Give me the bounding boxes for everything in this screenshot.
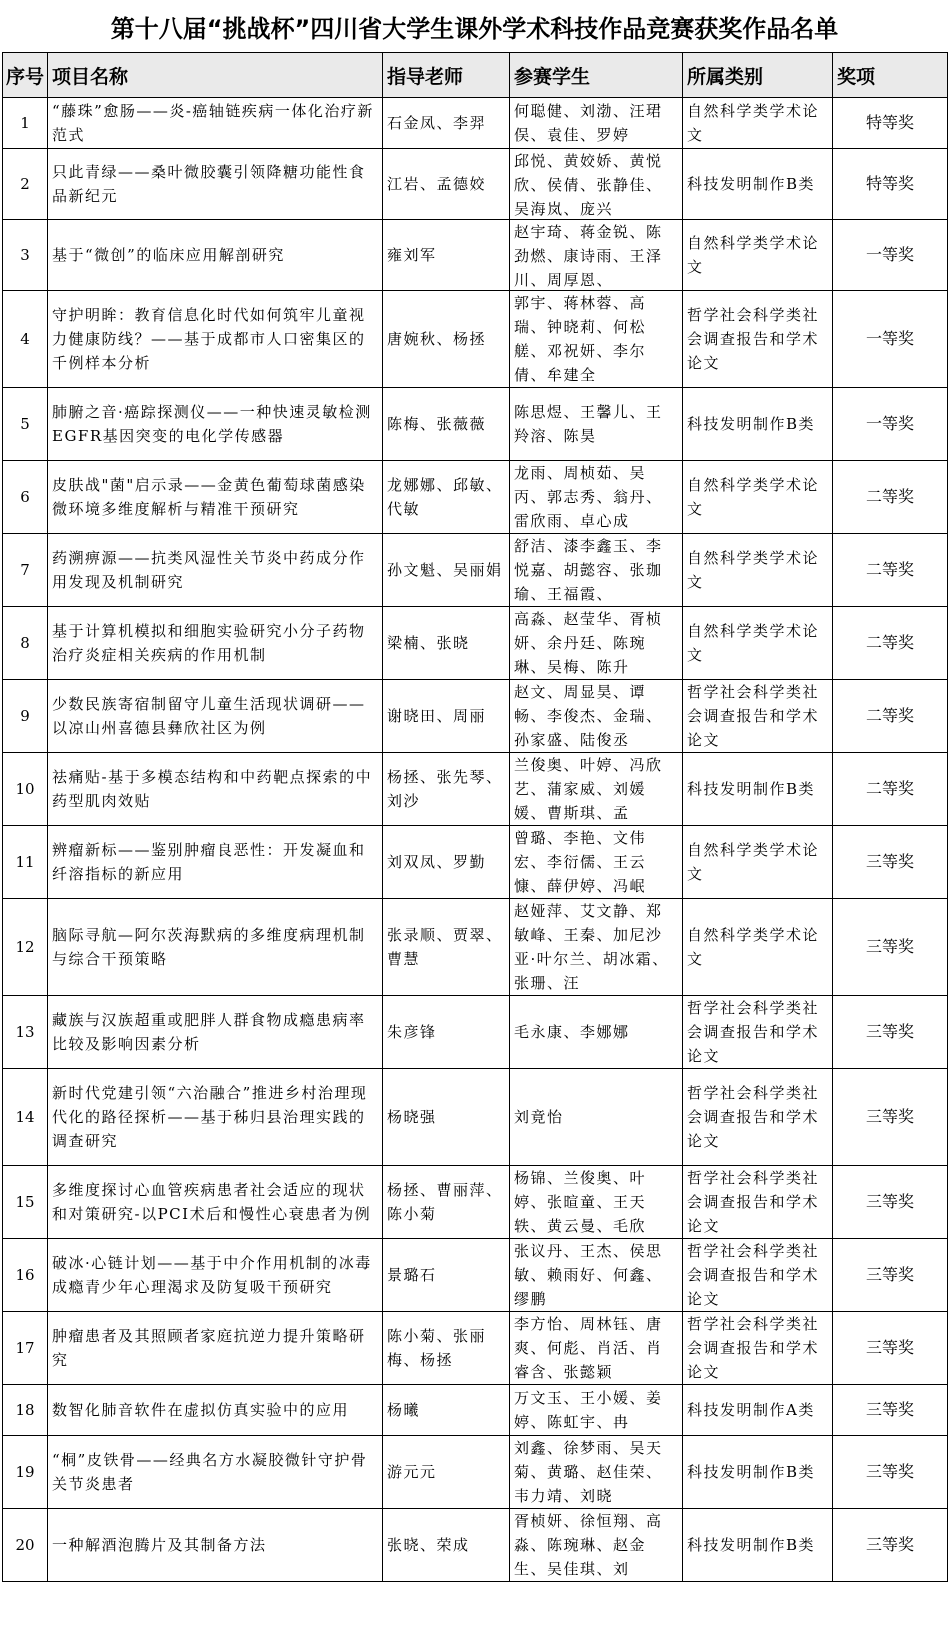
cell-no — [3, 753, 48, 826]
cell-no-text: 6 — [20, 488, 30, 506]
cell-no-text: 12 — [15, 938, 35, 956]
cell-advisor-text: 孙文魁、吴丽娟 — [387, 561, 503, 579]
cell-category — [683, 753, 833, 826]
cell-students-text: 龙雨、周桢茹、吴丙、郭志秀、翁丹、雷欣雨、卓心成 — [514, 464, 663, 530]
cell-category — [683, 607, 833, 680]
cell-project-name — [48, 996, 383, 1069]
cell-no — [3, 899, 48, 996]
cell-no — [3, 388, 48, 461]
cell-students — [510, 1312, 683, 1385]
cell-project-name-text: 皮肤战"菌"启示录——金黄色葡萄球菌感染微环境多维度解析与精准干预研究 — [52, 476, 366, 518]
table-header-row — [3, 53, 948, 98]
cell-category — [683, 388, 833, 461]
cell-students — [510, 461, 683, 534]
cell-award — [833, 1436, 948, 1509]
cell-no — [3, 291, 48, 388]
cell-award-text: 三等奖 — [865, 1462, 914, 1481]
cell-advisor-text: 杨晓强 — [387, 1108, 437, 1126]
cell-no — [3, 1436, 48, 1509]
cell-advisor — [383, 461, 510, 534]
cell-project-name — [48, 1166, 383, 1239]
cell-advisor — [383, 680, 510, 753]
table-row — [3, 220, 948, 291]
cell-advisor-text: 谢晓田、周丽 — [387, 707, 487, 725]
cell-project-name-text: “藤珠”愈肠——炎-癌轴链疾病一体化治疗新范式 — [52, 102, 374, 144]
cell-students — [510, 680, 683, 753]
cell-category — [683, 1166, 833, 1239]
cell-students — [510, 826, 683, 899]
cell-advisor-text: 梁楠、张晓 — [387, 634, 470, 652]
cell-project-name-text: 数智化肺音软件在虚拟仿真实验中的应用 — [52, 1401, 350, 1419]
cell-category — [683, 291, 833, 388]
cell-award-text: 三等奖 — [865, 1535, 914, 1554]
table-row — [3, 899, 948, 996]
table-row — [3, 1069, 948, 1166]
cell-category — [683, 98, 833, 149]
cell-category-text: 科技发明制作B类 — [687, 1536, 816, 1554]
cell-advisor-text: 景璐石 — [387, 1266, 437, 1284]
cell-students — [510, 1385, 683, 1436]
cell-students — [510, 1239, 683, 1312]
cell-no-text: 4 — [20, 330, 30, 348]
cell-award-text: 特等奖 — [865, 113, 914, 132]
cell-award-text: 三等奖 — [865, 1400, 914, 1419]
cell-advisor — [383, 149, 510, 220]
cell-category-text: 哲学社会科学类社会调查报告和学术论文 — [687, 1315, 820, 1381]
cell-project-name — [48, 220, 383, 291]
cell-category — [683, 220, 833, 291]
cell-students-text: 何聪健、刘渤、汪珺俣、袁佳、罗婷 — [514, 102, 663, 144]
cell-no — [3, 680, 48, 753]
cell-advisor — [383, 1069, 510, 1166]
cell-award-text: 三等奖 — [865, 1107, 914, 1126]
cell-students — [510, 1069, 683, 1166]
header-students: 参赛学生 — [510, 53, 683, 98]
cell-award-text: 三等奖 — [865, 937, 914, 956]
header-award: 奖项 — [833, 53, 948, 98]
cell-award-text: 一等奖 — [865, 329, 914, 348]
cell-award — [833, 534, 948, 607]
table-row — [3, 1436, 948, 1509]
cell-no-text: 15 — [15, 1193, 35, 1211]
cell-category — [683, 826, 833, 899]
cell-award — [833, 1239, 948, 1312]
cell-no-text: 7 — [20, 561, 30, 579]
cell-category — [683, 534, 833, 607]
cell-advisor — [383, 753, 510, 826]
cell-advisor-text: 雍刘军 — [387, 246, 437, 264]
cell-award — [833, 98, 948, 149]
table-row — [3, 98, 948, 149]
cell-project-name-text: 藏族与汉族超重或肥胖人群食物成瘾患病率比较及影响因素分析 — [52, 1011, 366, 1053]
cell-category — [683, 1239, 833, 1312]
cell-advisor — [383, 899, 510, 996]
cell-no-text: 2 — [20, 175, 30, 193]
cell-students-text: 舒洁、漆李鑫玉、李悦嘉、胡懿容、张珈瑜、王福霞、 — [514, 537, 663, 603]
cell-students-text: 高淼、赵莹华、胥桢妍、余丹廷、陈琬琳、吴梅、陈升 — [514, 610, 663, 676]
table-row — [3, 1312, 948, 1385]
cell-project-name-text: 脑际寻航—阿尔茨海默病的多维度病理机制与综合干预策略 — [52, 926, 366, 968]
cell-category-text: 科技发明制作B类 — [687, 1463, 816, 1481]
cell-advisor-text: 朱彦锋 — [387, 1023, 437, 1041]
table-row — [3, 1385, 948, 1436]
cell-award-text: 一等奖 — [865, 414, 914, 433]
cell-students-text: 毛永康、李娜娜 — [514, 1023, 630, 1041]
table-row — [3, 680, 948, 753]
table-row — [3, 1509, 948, 1582]
cell-project-name-text: 辨瘤新标——鉴别肿瘤良恶性：开发凝血和纤溶指标的新应用 — [52, 841, 366, 883]
header-category: 所属类别 — [683, 53, 833, 98]
cell-advisor — [383, 220, 510, 291]
cell-advisor-text: 杨曦 — [387, 1401, 421, 1419]
cell-advisor — [383, 996, 510, 1069]
cell-category-text: 科技发明制作B类 — [687, 780, 816, 798]
cell-category-text: 自然科学类学术论文 — [687, 841, 820, 883]
cell-category-text: 哲学社会科学类社会调查报告和学术论文 — [687, 999, 820, 1065]
cell-project-name-text: 少数民族寄宿制留守儿童生活现状调研——以凉山州喜德县彝欣社区为例 — [52, 695, 366, 737]
header-no: 序号 — [3, 53, 48, 98]
cell-students-text: 胥桢妍、徐恒翔、高淼、陈琬琳、赵金生、吴佳琪、刘 — [514, 1512, 663, 1578]
cell-no-text: 10 — [15, 780, 35, 798]
cell-students — [510, 98, 683, 149]
cell-award — [833, 899, 948, 996]
table-row — [3, 1166, 948, 1239]
cell-students — [510, 1166, 683, 1239]
table-row — [3, 996, 948, 1069]
cell-award-text: 二等奖 — [865, 633, 914, 652]
cell-category — [683, 680, 833, 753]
document-title: 第十八届“挑战杯”四川省大学生课外学术科技作品竞赛获奖作品名单 — [110, 14, 839, 43]
cell-category — [683, 996, 833, 1069]
cell-advisor — [383, 1436, 510, 1509]
cell-project-name-text: 新时代党建引领“六治融合”推进乡村治理现代化的路径探析——基于秭归县治理实践的调查研究 — [52, 1084, 368, 1150]
cell-project-name — [48, 899, 383, 996]
cell-students — [510, 534, 683, 607]
cell-no-text: 5 — [20, 415, 30, 433]
cell-award-text: 二等奖 — [865, 706, 914, 725]
cell-category — [683, 1436, 833, 1509]
cell-award — [833, 388, 948, 461]
cell-no — [3, 826, 48, 899]
cell-category — [683, 149, 833, 220]
table-row — [3, 291, 948, 388]
cell-project-name-text: “桐”皮铁骨——经典名方水凝胶微针守护骨关节炎患者 — [52, 1451, 368, 1493]
cell-project-name-text: 药溯痹源——抗类风湿性关节炎中药成分作用发现及机制研究 — [52, 549, 366, 591]
cell-category-text: 自然科学类学术论文 — [687, 926, 820, 968]
cell-no-text: 8 — [20, 634, 30, 652]
cell-no-text: 18 — [15, 1401, 35, 1419]
cell-students — [510, 607, 683, 680]
cell-project-name — [48, 607, 383, 680]
cell-advisor — [383, 1312, 510, 1385]
cell-category — [683, 899, 833, 996]
cell-project-name-text: 祛痛贴-基于多模态结构和中药靶点探索的中药型肌肉效贴 — [52, 768, 373, 810]
cell-award — [833, 607, 948, 680]
cell-category-text: 哲学社会科学类社会调查报告和学术论文 — [687, 306, 820, 372]
cell-award-text: 三等奖 — [865, 1192, 914, 1211]
cell-students-text: 杨锦、兰俊奥、叶婷、张暄童、王天轶、黄云曼、毛欣 — [514, 1169, 647, 1235]
cell-category-text: 哲学社会科学类社会调查报告和学术论文 — [687, 1169, 820, 1235]
cell-award-text: 特等奖 — [865, 174, 914, 193]
cell-advisor-text: 江岩、孟德姣 — [387, 175, 487, 193]
cell-advisor — [383, 1509, 510, 1582]
cell-award — [833, 461, 948, 534]
cell-category — [683, 461, 833, 534]
cell-award — [833, 1385, 948, 1436]
cell-advisor — [383, 534, 510, 607]
cell-no — [3, 607, 48, 680]
cell-no — [3, 1385, 48, 1436]
cell-project-name — [48, 753, 383, 826]
cell-award-text: 一等奖 — [865, 245, 914, 264]
table-row — [3, 388, 948, 461]
table-row — [3, 1239, 948, 1312]
cell-no-text: 9 — [20, 707, 30, 725]
cell-advisor-text: 杨拯、张先琴、刘沙 — [387, 768, 503, 810]
header-project-name: 项目名称 — [48, 53, 383, 98]
cell-category — [683, 1509, 833, 1582]
cell-advisor — [383, 1385, 510, 1436]
cell-award — [833, 1312, 948, 1385]
cell-award — [833, 1166, 948, 1239]
cell-advisor-text: 杨拯、曹丽萍、陈小菊 — [387, 1181, 503, 1223]
cell-advisor-text: 陈小菊、张丽梅、杨拯 — [387, 1327, 487, 1369]
cell-advisor-text: 刘双凤、罗勤 — [387, 853, 487, 871]
cell-students — [510, 220, 683, 291]
cell-students-text: 赵宇琦、蒋金锐、陈劲燃、康诗雨、王泽川、周厚恩、 — [514, 223, 663, 289]
cell-no — [3, 461, 48, 534]
cell-award — [833, 826, 948, 899]
cell-award-text: 二等奖 — [865, 779, 914, 798]
cell-project-name — [48, 826, 383, 899]
cell-students — [510, 899, 683, 996]
cell-project-name — [48, 1509, 383, 1582]
cell-students-text: 刘鑫、徐梦雨、吴天菊、黄璐、赵佳荣、韦力靖、刘晓 — [514, 1439, 663, 1505]
cell-advisor — [383, 607, 510, 680]
cell-award — [833, 149, 948, 220]
cell-students-text: 邱悦、黄姣娇、黄悦欣、侯倩、张静佳、吴海岚、庞兴 — [514, 152, 663, 218]
cell-project-name-text: 基于“微创”的临床应用解剖研究 — [52, 246, 285, 264]
header-advisor: 指导老师 — [383, 53, 510, 98]
cell-award — [833, 996, 948, 1069]
cell-project-name — [48, 461, 383, 534]
cell-category-text: 哲学社会科学类社会调查报告和学术论文 — [687, 1084, 820, 1150]
cell-project-name — [48, 98, 383, 149]
cell-project-name — [48, 1385, 383, 1436]
table-row — [3, 534, 948, 607]
cell-category-text: 科技发明制作B类 — [687, 415, 816, 433]
cell-students — [510, 1509, 683, 1582]
cell-award — [833, 1509, 948, 1582]
cell-project-name — [48, 388, 383, 461]
cell-advisor-text: 龙娜娜、邱敏、代敏 — [387, 476, 503, 518]
cell-no-text: 3 — [20, 246, 30, 264]
cell-students-text: 万文玉、王小媛、姜婷、陈虹宇、冉 — [514, 1389, 663, 1431]
cell-no — [3, 149, 48, 220]
cell-category-text: 自然科学类学术论文 — [687, 622, 820, 664]
cell-students — [510, 1436, 683, 1509]
cell-no-text: 14 — [15, 1108, 35, 1126]
cell-category — [683, 1385, 833, 1436]
cell-no-text: 20 — [15, 1536, 35, 1554]
award-table — [2, 52, 948, 1582]
cell-project-name — [48, 1436, 383, 1509]
cell-category — [683, 1069, 833, 1166]
cell-award — [833, 220, 948, 291]
cell-students-text: 刘竟怡 — [514, 1108, 564, 1126]
cell-no — [3, 1166, 48, 1239]
cell-award — [833, 680, 948, 753]
cell-project-name — [48, 149, 383, 220]
table-row — [3, 607, 948, 680]
cell-advisor-text: 张录顺、贾翠、曹慧 — [387, 926, 503, 968]
cell-category-text: 自然科学类学术论文 — [687, 549, 820, 591]
cell-award — [833, 1069, 948, 1166]
cell-award — [833, 291, 948, 388]
cell-no — [3, 1509, 48, 1582]
cell-project-name-text: 守护明眸：教育信息化时代如何筑牢儿童视力健康防线？——基于成都市人口密集区的千例样本分析 — [52, 306, 366, 372]
cell-students-text: 张议丹、王杰、侯思敏、赖雨好、何鑫、缪鹏 — [514, 1242, 663, 1308]
cell-students — [510, 996, 683, 1069]
cell-advisor — [383, 826, 510, 899]
cell-no — [3, 1312, 48, 1385]
cell-award-text: 三等奖 — [865, 1338, 914, 1357]
cell-students-text: 郭宇、蒋林蓉、高瑞、钟晓莉、何松艖、邓祝妍、李尔倩、牟建全 — [514, 294, 647, 384]
cell-award-text: 三等奖 — [865, 1265, 914, 1284]
cell-advisor-text: 石金凤、李羿 — [387, 114, 487, 132]
cell-category-text: 科技发明制作B类 — [687, 175, 816, 193]
cell-project-name — [48, 1239, 383, 1312]
table-row — [3, 149, 948, 220]
cell-no-text: 17 — [15, 1339, 35, 1357]
cell-students-text: 曾璐、李艳、文伟宏、李衍儒、王云慷、薛伊婷、冯岷 — [514, 829, 647, 895]
cell-students — [510, 753, 683, 826]
cell-advisor — [383, 98, 510, 149]
cell-no — [3, 1069, 48, 1166]
cell-no — [3, 220, 48, 291]
cell-students — [510, 388, 683, 461]
cell-advisor-text: 游元元 — [387, 1463, 437, 1481]
cell-students — [510, 291, 683, 388]
cell-award-text: 二等奖 — [865, 560, 914, 579]
cell-award-text: 三等奖 — [865, 852, 914, 871]
cell-no-text: 11 — [15, 853, 35, 871]
cell-award-text: 三等奖 — [865, 1022, 914, 1041]
cell-students-text: 赵文、周显昊、谭畅、李俊杰、金瑞、孙家盛、陆俊丞 — [514, 683, 663, 749]
cell-project-name — [48, 1312, 383, 1385]
cell-category — [683, 1312, 833, 1385]
cell-advisor — [383, 388, 510, 461]
cell-project-name — [48, 291, 383, 388]
cell-advisor — [383, 1166, 510, 1239]
cell-no-text: 16 — [15, 1266, 35, 1284]
cell-project-name-text: 破冰·心链计划——基于中介作用机制的冰毒成瘾青少年心理渴求及防复吸干预研究 — [52, 1254, 372, 1296]
cell-students — [510, 149, 683, 220]
cell-students-text: 陈思煜、王馨儿、王羚溶、陈昊 — [514, 403, 663, 445]
cell-category-text: 科技发明制作A类 — [687, 1401, 815, 1419]
cell-advisor-text: 张晓、荣成 — [387, 1536, 470, 1554]
table-body — [3, 98, 948, 1582]
cell-category-text: 哲学社会科学类社会调查报告和学术论文 — [687, 683, 820, 749]
cell-category-text: 哲学社会科学类社会调查报告和学术论文 — [687, 1242, 820, 1308]
cell-project-name — [48, 1069, 383, 1166]
cell-category-text: 自然科学类学术论文 — [687, 476, 820, 518]
cell-no — [3, 996, 48, 1069]
cell-project-name-text: 只此青绿——桑叶微胶囊引领降糖功能性食品新纪元 — [52, 163, 366, 205]
table-row — [3, 826, 948, 899]
cell-project-name-text: 肿瘤患者及其照顾者家庭抗逆力提升策略研究 — [52, 1327, 366, 1369]
cell-award — [833, 753, 948, 826]
cell-project-name-text: 一种解酒泡腾片及其制备方法 — [52, 1536, 267, 1554]
cell-project-name-text: 肺腑之音·癌踪探测仪——一种快速灵敏检测EGFR基因突变的电化学传感器 — [52, 403, 372, 445]
cell-award-text: 二等奖 — [865, 487, 914, 506]
cell-no — [3, 1239, 48, 1312]
cell-project-name-text: 基于计算机模拟和细胞实验研究小分子药物治疗炎症相关疾病的作用机制 — [52, 622, 366, 664]
cell-students-text: 李方怡、周林钰、唐爽、何彪、肖活、肖睿含、张懿颖 — [514, 1315, 663, 1381]
cell-no — [3, 98, 48, 149]
cell-project-name — [48, 680, 383, 753]
cell-no-text: 19 — [15, 1463, 35, 1481]
table-row — [3, 461, 948, 534]
cell-category-text: 自然科学类学术论文 — [687, 234, 820, 276]
cell-no-text: 13 — [15, 1023, 35, 1041]
cell-project-name — [48, 534, 383, 607]
cell-project-name-text: 多维度探讨心血管疾病患者社会适应的现状和对策研究-以PCI术后和慢性心衰患者为例 — [52, 1181, 372, 1223]
cell-advisor-text: 唐婉秋、杨拯 — [387, 330, 487, 348]
cell-no-text: 1 — [20, 114, 30, 132]
table-row — [3, 753, 948, 826]
cell-advisor — [383, 1239, 510, 1312]
cell-advisor — [383, 291, 510, 388]
cell-students-text: 兰俊奥、叶婷、冯欣艺、蒲家威、刘媛媛、曹斯琪、孟 — [514, 756, 663, 822]
cell-no — [3, 534, 48, 607]
cell-students-text: 赵娅萍、艾文静、郑敏峰、王秦、加尼沙亚·叶尔兰、胡冰霜、张珊、汪 — [514, 902, 669, 992]
cell-category-text: 自然科学类学术论文 — [687, 102, 820, 144]
cell-advisor-text: 陈梅、张薇薇 — [387, 415, 487, 433]
